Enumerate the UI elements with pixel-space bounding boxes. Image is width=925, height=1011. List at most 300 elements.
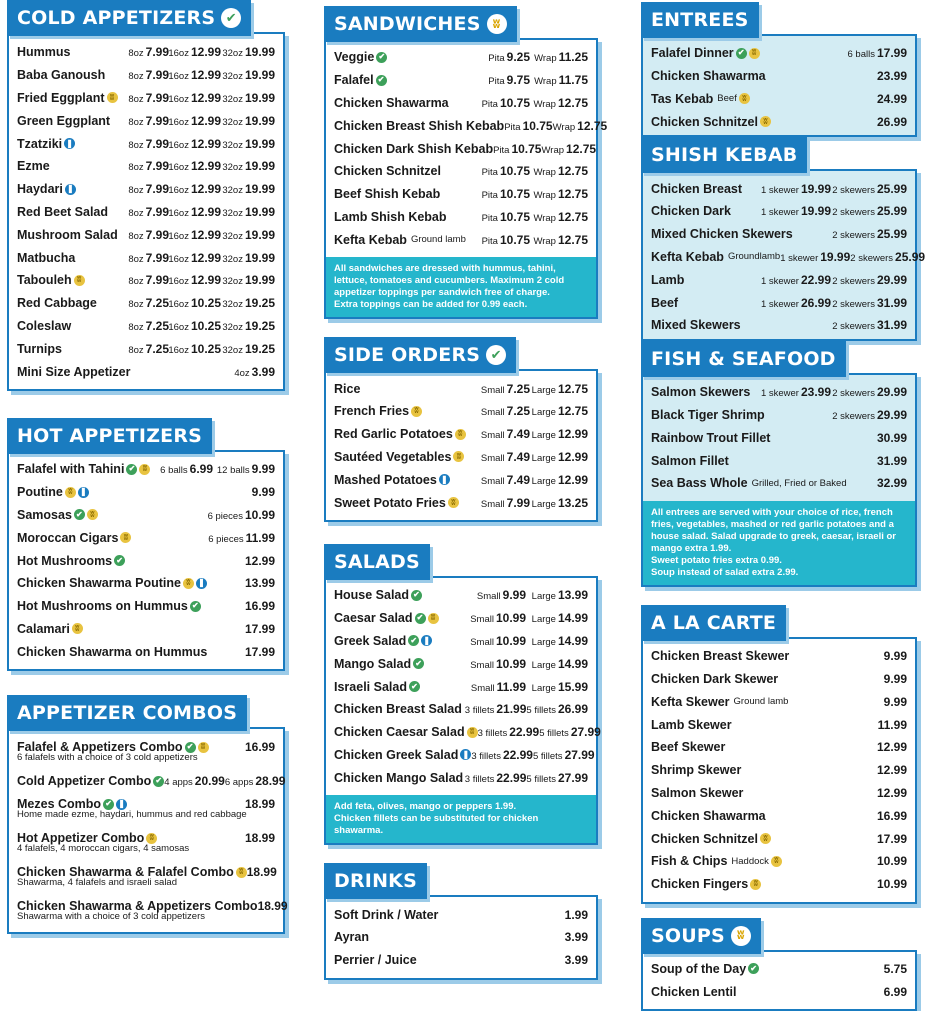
item-name-text: Chicken Breast Salad <box>334 702 462 717</box>
price <box>123 319 169 333</box>
price-value: 19.99 <box>800 181 831 196</box>
price-value: 3.99 <box>251 364 275 379</box>
item-name-text: Tas Kebab <box>651 91 714 106</box>
price-value: 10.75 <box>499 209 530 224</box>
price-label: 3 fillets <box>477 728 508 740</box>
menu-item <box>651 827 907 850</box>
menu-item <box>334 400 588 423</box>
price-label: 1 skewer <box>760 207 799 219</box>
item-name-text: Cold Appetizer Combo <box>17 774 152 789</box>
gluten-icon: ʬ <box>760 116 771 127</box>
price-value: 12.99 <box>876 785 907 800</box>
item-name-text: Mashed Potatoes <box>334 472 437 487</box>
item-name <box>334 953 528 967</box>
menu-item <box>17 595 275 618</box>
price-value: 26.99 <box>800 295 831 310</box>
item-name <box>17 205 123 219</box>
price-value: 25.99 <box>895 249 925 264</box>
price <box>526 680 588 694</box>
note-line: Chicken fillets can be substituted for chicken shawarma. <box>334 813 539 837</box>
price-value: 14.99 <box>557 633 588 648</box>
price-label: 8oz <box>128 253 144 265</box>
price-value: 9.99 <box>883 694 907 709</box>
item-name-text: Chicken Breast <box>651 181 743 196</box>
price-value: 32.99 <box>876 476 907 491</box>
item-name-text: Lamb Shish Kebab <box>334 209 447 224</box>
price-value: 12.75 <box>557 381 588 396</box>
item-name-text: Ayran <box>334 930 369 945</box>
item-name-text: Mini Size Appetizer <box>17 364 131 379</box>
item-name-text: Chicken Shawarma & Falafel Combo <box>17 865 234 880</box>
price-label: 2 skewers <box>832 184 875 196</box>
menu-item <box>17 481 275 504</box>
item-name <box>334 588 460 602</box>
price-value: 12.75 <box>557 164 588 179</box>
price-label: 8oz <box>128 321 144 333</box>
price-label: 32oz <box>222 253 243 265</box>
price-label: Small <box>470 636 494 648</box>
price <box>237 599 275 613</box>
price-value: 19.99 <box>244 90 275 105</box>
item-name-text: Green Eggplant <box>17 113 111 128</box>
item-name-text: Salmon Skewer <box>651 785 744 800</box>
menu-item <box>17 223 275 246</box>
price <box>526 657 588 671</box>
price-value: 12.99 <box>557 427 588 442</box>
fish-seafood-section <box>641 341 917 587</box>
price-value: 9.25 <box>506 50 530 65</box>
price <box>123 45 169 59</box>
item-name-text: Rainbow Trout Fillet <box>651 430 771 445</box>
price-label: Small <box>480 452 505 464</box>
price <box>757 385 831 399</box>
price <box>832 227 907 241</box>
price <box>831 273 907 287</box>
price-label: 12 balls <box>216 465 250 477</box>
price-value: 26.99 <box>557 702 588 717</box>
menu-item <box>651 759 907 782</box>
item-name <box>334 611 460 625</box>
item-name-text: Greek Salad <box>334 633 407 648</box>
price <box>153 462 213 476</box>
price-value: 7.25 <box>506 381 530 396</box>
price <box>221 342 275 356</box>
vegan-icon: ✔ <box>221 8 241 28</box>
vegan-icon: ✔ <box>114 555 125 566</box>
price-value: 19.99 <box>244 227 275 242</box>
price <box>169 182 221 196</box>
gluten-icon: ʬ <box>487 14 507 34</box>
price-label: 32oz <box>222 321 243 333</box>
menu-item <box>334 766 588 789</box>
price-value: 19.99 <box>244 182 275 197</box>
item-name-text: Kefta Kebab <box>651 249 724 264</box>
gluten-icon: ʬ <box>236 867 247 878</box>
item-name <box>651 115 807 129</box>
price <box>463 771 526 785</box>
price-label: 5 fillets <box>526 773 556 785</box>
dairy-icon: ❚ <box>439 474 450 485</box>
menu-item <box>651 110 907 133</box>
item-name <box>17 159 123 173</box>
price <box>831 385 907 399</box>
price-value: 19.99 <box>244 204 275 219</box>
menu-item <box>651 177 907 200</box>
price <box>221 296 275 310</box>
price-value: 12.99 <box>244 553 275 568</box>
price-value: 7.99 <box>145 250 169 265</box>
price <box>530 210 588 224</box>
price-value: 10.99 <box>876 854 907 869</box>
price-value: 10.75 <box>522 118 553 133</box>
gluten-icon: ʬ <box>87 509 98 520</box>
price-label: Small <box>480 384 505 396</box>
price <box>553 119 608 133</box>
price-value: 7.99 <box>145 45 169 60</box>
price <box>847 786 907 800</box>
price <box>526 771 588 785</box>
item-name <box>17 296 123 310</box>
appetizer-combos-section <box>7 695 288 934</box>
price-value: 15.99 <box>557 679 588 694</box>
item-name <box>17 531 153 545</box>
price-label: Wrap <box>533 98 556 110</box>
price-value: 11.99 <box>245 530 275 545</box>
price <box>221 319 275 333</box>
price <box>213 622 275 636</box>
price-value: 13.25 <box>557 495 588 510</box>
menu-item <box>651 449 907 472</box>
price-value: 13.99 <box>244 576 275 591</box>
price-value: 13.99 <box>557 588 588 603</box>
item-note: Grilled, Fried or Baked <box>751 477 847 489</box>
price <box>460 588 526 602</box>
menu-item <box>651 65 907 88</box>
item-name-text: Rice <box>334 381 361 396</box>
price-value: 30.99 <box>876 430 907 445</box>
menu-item <box>17 292 275 315</box>
vegan-icon: ✔ <box>103 799 114 810</box>
price <box>169 342 221 356</box>
item-name <box>17 91 123 105</box>
price <box>169 319 221 333</box>
price <box>831 318 907 332</box>
item-name <box>334 908 528 922</box>
price-value: 23.99 <box>876 69 907 84</box>
menu-item <box>651 88 907 111</box>
price <box>530 50 588 64</box>
price-label: 8oz <box>128 93 144 105</box>
item-name-text: Chicken Caesar Salad <box>334 725 465 740</box>
price-value: 10.99 <box>876 877 907 892</box>
price-value: 29.99 <box>876 385 907 400</box>
item-name <box>17 599 201 613</box>
item-name-text: Matbucha <box>17 250 76 265</box>
menu-item <box>651 850 907 873</box>
price-label: Small <box>480 475 505 487</box>
item-name-text: Chicken Breast Skewer <box>651 649 790 664</box>
price-value: 29.99 <box>876 407 907 422</box>
item-name <box>17 554 153 568</box>
price <box>474 450 530 464</box>
item-name-text: Red Garlic Potatoes <box>334 427 453 442</box>
item-name-text: Chicken Dark Shish Kebab <box>334 141 494 156</box>
menu-item <box>17 155 275 178</box>
menu-item <box>17 360 275 383</box>
item-name <box>651 962 847 976</box>
price <box>817 92 907 106</box>
price <box>123 182 169 196</box>
price-value: 7.25 <box>145 296 169 311</box>
menu-item <box>334 607 588 630</box>
item-name <box>334 748 471 762</box>
price-value: 10.25 <box>190 318 221 333</box>
item-name-text: Poutine <box>17 485 63 500</box>
item-name <box>17 273 123 287</box>
price <box>478 73 530 87</box>
item-name-text: Chicken Shawarma <box>334 95 449 110</box>
price-label: 32oz <box>222 139 243 151</box>
item-name-text: Sea Bass Whole <box>651 476 748 491</box>
price-label: 32oz <box>222 48 243 60</box>
price-label: 4oz <box>234 367 250 379</box>
price-label: Large <box>531 636 556 648</box>
price-value: 20.99 <box>194 774 225 789</box>
price <box>169 114 221 128</box>
item-name-text: Chicken Dark <box>651 204 731 219</box>
price <box>526 634 588 648</box>
menu-item <box>651 314 907 337</box>
vegan-icon: ✔ <box>126 464 137 475</box>
price <box>847 763 907 777</box>
menu-item <box>17 549 275 572</box>
price <box>528 908 588 922</box>
menu-item <box>334 446 588 469</box>
item-name-text: Falafel Dinner <box>651 46 734 61</box>
price-value: 7.99 <box>506 495 530 510</box>
item-name-text: Kefta Kebab <box>334 232 407 247</box>
item-name-text: Samosas <box>17 507 72 522</box>
price-label: Pita <box>493 144 510 156</box>
price-label: 3 fillets <box>471 750 501 762</box>
price-value: 19.99 <box>244 45 275 60</box>
price-value: 10.99 <box>495 633 526 648</box>
price <box>213 462 275 476</box>
item-name <box>17 576 207 590</box>
price-value: 16.99 <box>244 740 275 755</box>
item-name <box>334 771 463 785</box>
price-value: 12.99 <box>557 449 588 464</box>
price-label: Pita <box>488 76 505 88</box>
item-name-text: Red Cabbage <box>17 296 97 311</box>
price-value: 29.99 <box>876 272 907 287</box>
item-name <box>17 228 123 242</box>
menu-item <box>17 201 275 224</box>
price-value: 9.99 <box>883 649 907 664</box>
vegan-icon: ✔ <box>411 590 422 601</box>
menu-item <box>334 698 588 721</box>
price-value: 28.99 <box>255 774 286 789</box>
price <box>123 114 169 128</box>
menu-item <box>334 92 588 115</box>
item-name-text: Chicken Mango Salad <box>334 770 464 785</box>
price-label: 2 skewers <box>832 388 875 400</box>
price-value: 12.75 <box>557 187 588 202</box>
item-name <box>651 854 847 868</box>
section-title: SALADS <box>324 544 430 580</box>
price-value: 10.75 <box>499 232 530 247</box>
item-name <box>651 763 847 777</box>
item-name-text: Chicken Greek Salad <box>334 747 459 762</box>
price-value: 19.99 <box>244 273 275 288</box>
price-label: Large <box>531 430 556 442</box>
gluten-icon: ʬ <box>467 727 478 738</box>
menu-item <box>334 903 588 926</box>
menu-item <box>334 721 601 744</box>
menu-item <box>17 640 275 663</box>
combo-item <box>17 860 275 894</box>
menu-item <box>334 491 588 514</box>
item-name <box>334 142 493 156</box>
item-name <box>651 250 780 264</box>
item-name <box>334 73 478 87</box>
price-label: 3 fillets <box>464 773 495 785</box>
price-value: 3.99 <box>564 953 588 968</box>
price <box>530 427 588 441</box>
gluten-icon: ʬ <box>146 833 157 844</box>
menu-item <box>651 381 907 404</box>
item-name-text: Hummus <box>17 45 71 60</box>
item-name <box>651 695 847 709</box>
item-description: 6 falafels with a choice of 3 cold appetizers <box>17 752 198 764</box>
menu-item <box>17 315 275 338</box>
price-value: 12.75 <box>557 232 588 247</box>
item-name-text: Chicken Shawarma <box>651 808 766 823</box>
price-value: 9.75 <box>506 73 530 88</box>
dairy-icon: ❚ <box>64 138 75 149</box>
menu-item <box>17 178 275 201</box>
menu-item <box>334 160 588 183</box>
price-label: 16oz <box>168 139 189 151</box>
price <box>530 404 588 418</box>
price-value: 6.99 <box>883 984 907 999</box>
price <box>221 91 275 105</box>
price-value: 7.99 <box>145 113 169 128</box>
dairy-icon: ❚ <box>78 487 89 498</box>
item-description: Shawarma, 4 falafels and israeli salad <box>17 877 178 889</box>
gluten-icon: ʬ <box>198 742 209 753</box>
price <box>123 342 169 356</box>
price-label: 6 pieces <box>207 510 243 522</box>
item-description: 4 falafels, 4 moroccan cigars, 4 samosas <box>17 843 190 855</box>
item-name <box>651 204 757 218</box>
price <box>474 427 530 441</box>
item-name-text: Tabouleh <box>17 273 72 288</box>
combo-item <box>17 769 286 792</box>
price-value: 19.99 <box>244 250 275 265</box>
menu-item <box>334 675 588 698</box>
item-name <box>334 680 460 694</box>
price-label: Wrap <box>534 53 557 65</box>
price-label: Pita <box>488 53 505 65</box>
price-value: 7.49 <box>506 427 530 442</box>
price-label: Large <box>531 591 556 603</box>
price <box>221 251 275 265</box>
price-value: 12.99 <box>190 136 221 151</box>
price-value: 12.99 <box>190 45 221 60</box>
price <box>243 740 275 754</box>
price-label: 16oz <box>168 162 189 174</box>
price-label: 8oz <box>128 116 144 128</box>
item-name <box>651 649 847 663</box>
price-value: 9.99 <box>502 588 526 603</box>
gluten-icon: ʬ <box>120 532 131 543</box>
price-value: 17.99 <box>244 644 275 659</box>
item-name <box>334 404 474 418</box>
price <box>221 159 275 173</box>
price-value: 27.99 <box>557 770 588 785</box>
item-note: Groundlamb <box>727 251 781 263</box>
item-name <box>17 485 153 499</box>
item-name-text: Chicken Shawarma <box>651 69 766 84</box>
item-name <box>334 427 474 441</box>
item-name-text: Mushroom Salad <box>17 227 118 242</box>
hot-appetizers-section <box>7 418 285 671</box>
menu-item <box>334 114 608 137</box>
section-title: SOUPS ʬ <box>641 918 761 954</box>
item-name-text: Hot Mushrooms <box>17 553 113 568</box>
item-name-text: Soft Drink / Water <box>334 907 439 922</box>
price-value: 25.99 <box>876 181 907 196</box>
item-name <box>651 740 847 754</box>
item-name <box>17 365 215 379</box>
menu-item <box>17 773 286 789</box>
note-line: Soup instead of salad extra 2.99. <box>651 566 799 578</box>
price-label: 2 skewers <box>832 410 875 422</box>
price-value: 27.99 <box>564 747 595 762</box>
price <box>123 296 169 310</box>
price <box>169 228 221 242</box>
menu-item <box>651 958 907 981</box>
item-name <box>334 702 462 716</box>
menu-item <box>17 504 275 527</box>
price <box>169 296 221 310</box>
price <box>221 228 275 242</box>
price-label: 32oz <box>222 71 243 83</box>
price-label: 5 fillets <box>526 705 556 717</box>
price-label: 16oz <box>168 230 189 242</box>
item-name-text: Lamb <box>651 272 685 287</box>
price-value: 7.49 <box>506 472 530 487</box>
item-name-text: Falafel with Tahini <box>17 462 125 477</box>
item-name <box>334 930 528 944</box>
price-value: 7.99 <box>145 227 169 242</box>
item-name <box>17 45 123 59</box>
item-name <box>17 319 123 333</box>
price <box>530 473 588 487</box>
price-value: 17.99 <box>876 831 907 846</box>
note-line: Extra toppings can be added for 0.99 each. <box>334 299 528 311</box>
price <box>530 382 588 396</box>
price <box>847 985 907 999</box>
price-label: 32oz <box>222 299 243 311</box>
item-name-text: Beef <box>651 295 679 310</box>
price <box>123 205 169 219</box>
price <box>757 296 831 310</box>
item-name-text: Chicken Dark Skewer <box>651 671 779 686</box>
section-title: HOT APPETIZERS <box>7 418 212 454</box>
price <box>241 645 275 659</box>
